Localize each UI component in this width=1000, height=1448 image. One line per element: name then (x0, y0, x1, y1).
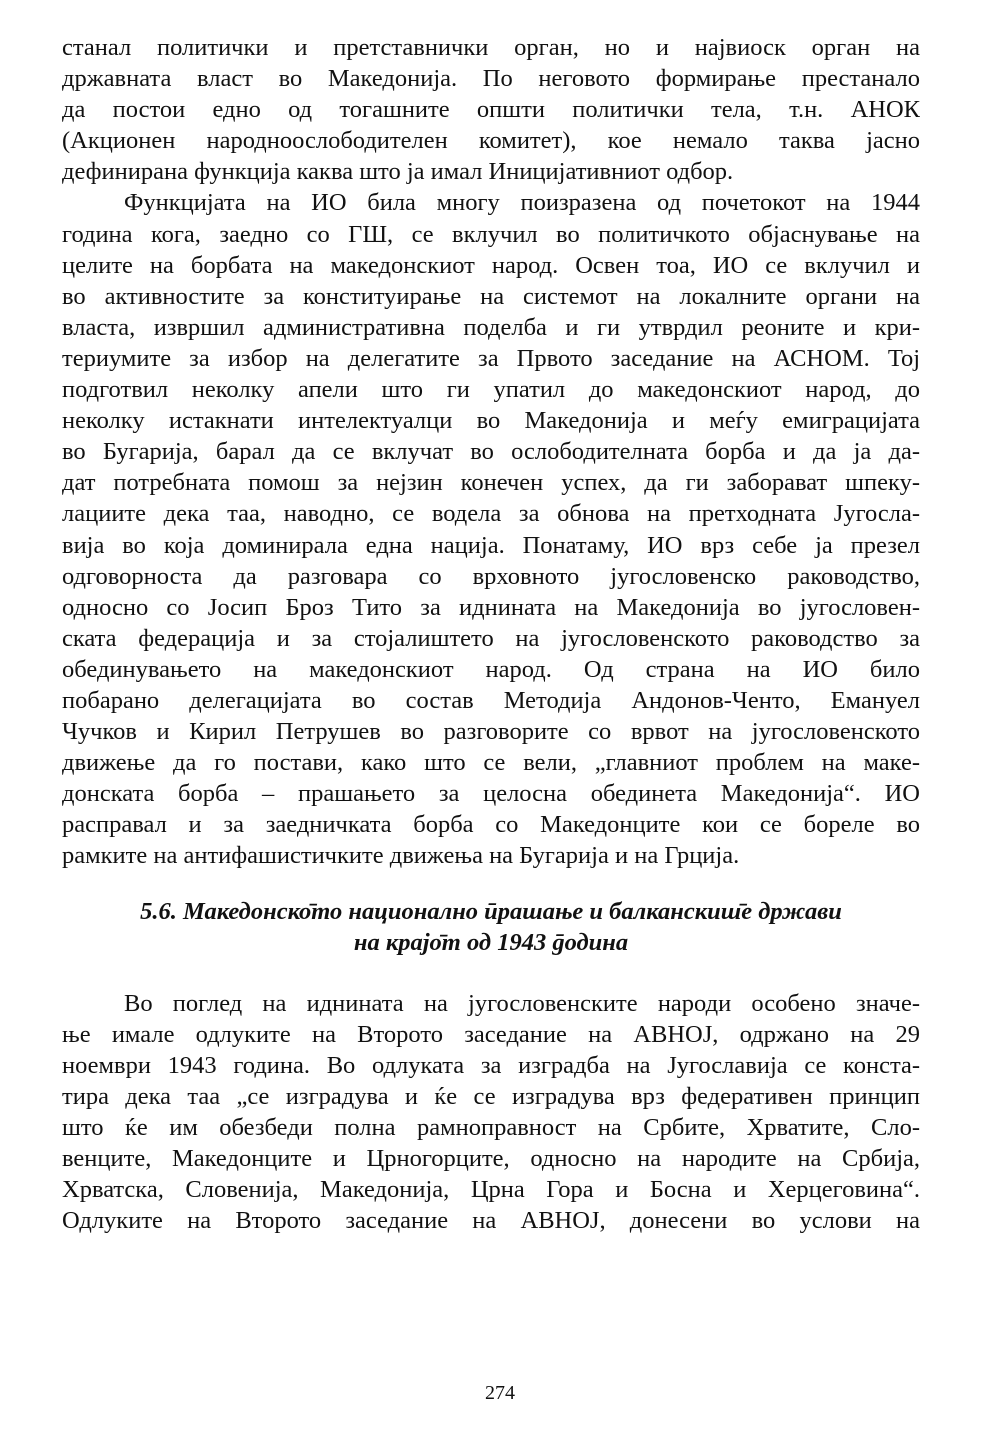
text-line: ње имале одлуките на Второто заседание на АВНОЈ, одржано на 29 (62, 1020, 920, 1048)
text-line: побарано делегацијата во состав Методија Андонов-Ченто, Емануел (62, 686, 920, 714)
text-line: власта, извршил административна поделба и ги утврдил реоните и кри- (62, 313, 920, 341)
text-line: рамките на антифашистичките движења на Бугарија и на Грција. (62, 842, 740, 870)
text-line: Чучков и Кирил Петрушев во разговорите со врвот на југословенското (62, 718, 920, 746)
paragraph-1 (62, 32, 920, 187)
text-line: неколку истакнати интелектуалци во Македонија и меѓу емиграцијата (62, 407, 920, 435)
text-line: да постои едно од тогашните општи политички тела, т.н. АНОК (62, 96, 920, 124)
text-line: расправал и за заедничката борба со Македонците кои се бореле во (62, 811, 920, 839)
text-line: лациите дека таа, наводно, се водела за обнова на претходната Југосла- (62, 500, 920, 528)
text-line: териумите за избор на делегатите за Првото заседание на АСНОМ. Тој (62, 344, 920, 372)
paragraph-3 (62, 988, 920, 1237)
text-line: Функцијата на ИО била многу поизразена од почетокот на 1944 (124, 189, 920, 217)
section-heading (62, 896, 920, 958)
text-line: Хрватска, Словенија, Македонија, Црна Гора и Босна и Херцеговина“. (62, 1176, 920, 1204)
text-line: вија во која доминирала една нација. Понатаму, ИО врз себе ја презел (62, 531, 920, 559)
text-line: подготвил неколку апели што ги упатил до македонскиот народ, до (62, 376, 920, 404)
text-line: (Акционен народноослободителен комитет), кое немало таква јасно (62, 127, 920, 155)
text-line: дефинирана функција каква што ја имал Иницијативниот одбор. (62, 158, 734, 186)
text-line: станал политички и претставнички орган, но и највиоск орган на (62, 34, 920, 61)
document-page (62, 32, 920, 1236)
text-line: во активностите за конституирање на системот на локалните органи на (62, 282, 920, 310)
text-line: во Бугарија, барал да се вклучат во ослободителната борба и да ја да- (62, 438, 920, 466)
text-line: државната власт во Македонија. По неговото формирање престанало (62, 65, 920, 93)
section-heading-line-2: на крајо̄т од 1943 ḡодина (353, 928, 629, 956)
text-line: ската федерација и за стојалиштето на југословенското раководство за (62, 624, 920, 652)
text-line: тира дека таа „се изградува и ќе се изградува врз федеративен принцип (62, 1082, 920, 1110)
section-heading-line-1: 5.6. Македонско̄то национално ӣрашање и балканскиш̄е држави (140, 897, 842, 925)
text-line: дат потребната помош за нејзин конечен успех, да ги заборават шпеку- (62, 469, 920, 497)
text-line: одговорноста да разговара со врховното југословенско раководство, (62, 562, 920, 590)
paragraph-2 (62, 187, 920, 871)
text-line: година кога, заедно со ГШ, се вклучил во политичкото објаснување на (62, 220, 920, 248)
text-line: што ќе им обезбеди полна рамноправност на Србите, Хрватите, Сло- (62, 1113, 920, 1141)
text-line: обединувањето на македонскиот народ. Од страна на ИО било (62, 655, 920, 683)
text-line: движење да го постави, како што се вели, „главниот проблем на маке- (62, 749, 920, 777)
page-number: 274 (485, 1382, 515, 1404)
text-line: целите на борбата на македонскиот народ. Освен тоа, ИО се вклучил и (62, 251, 920, 279)
text-line: донската борба – прашањето за целосна обединета Македонија“. ИО (62, 780, 920, 808)
text-line: односно со Јосип Броз Тито за иднината на Македонија во југословен- (62, 593, 920, 621)
text-line: венците, Македонците и Црногорците, односно на народите на Србија, (62, 1145, 920, 1172)
text-line: Во поглед на иднината на југословенските народи особено значе- (124, 989, 920, 1017)
text-line: Одлуките на Второто заседание на АВНОЈ, донесени во услови на (62, 1207, 920, 1235)
text-line: ноември 1943 година. Во одлуката за изградба на Југославија се конста- (62, 1051, 920, 1079)
